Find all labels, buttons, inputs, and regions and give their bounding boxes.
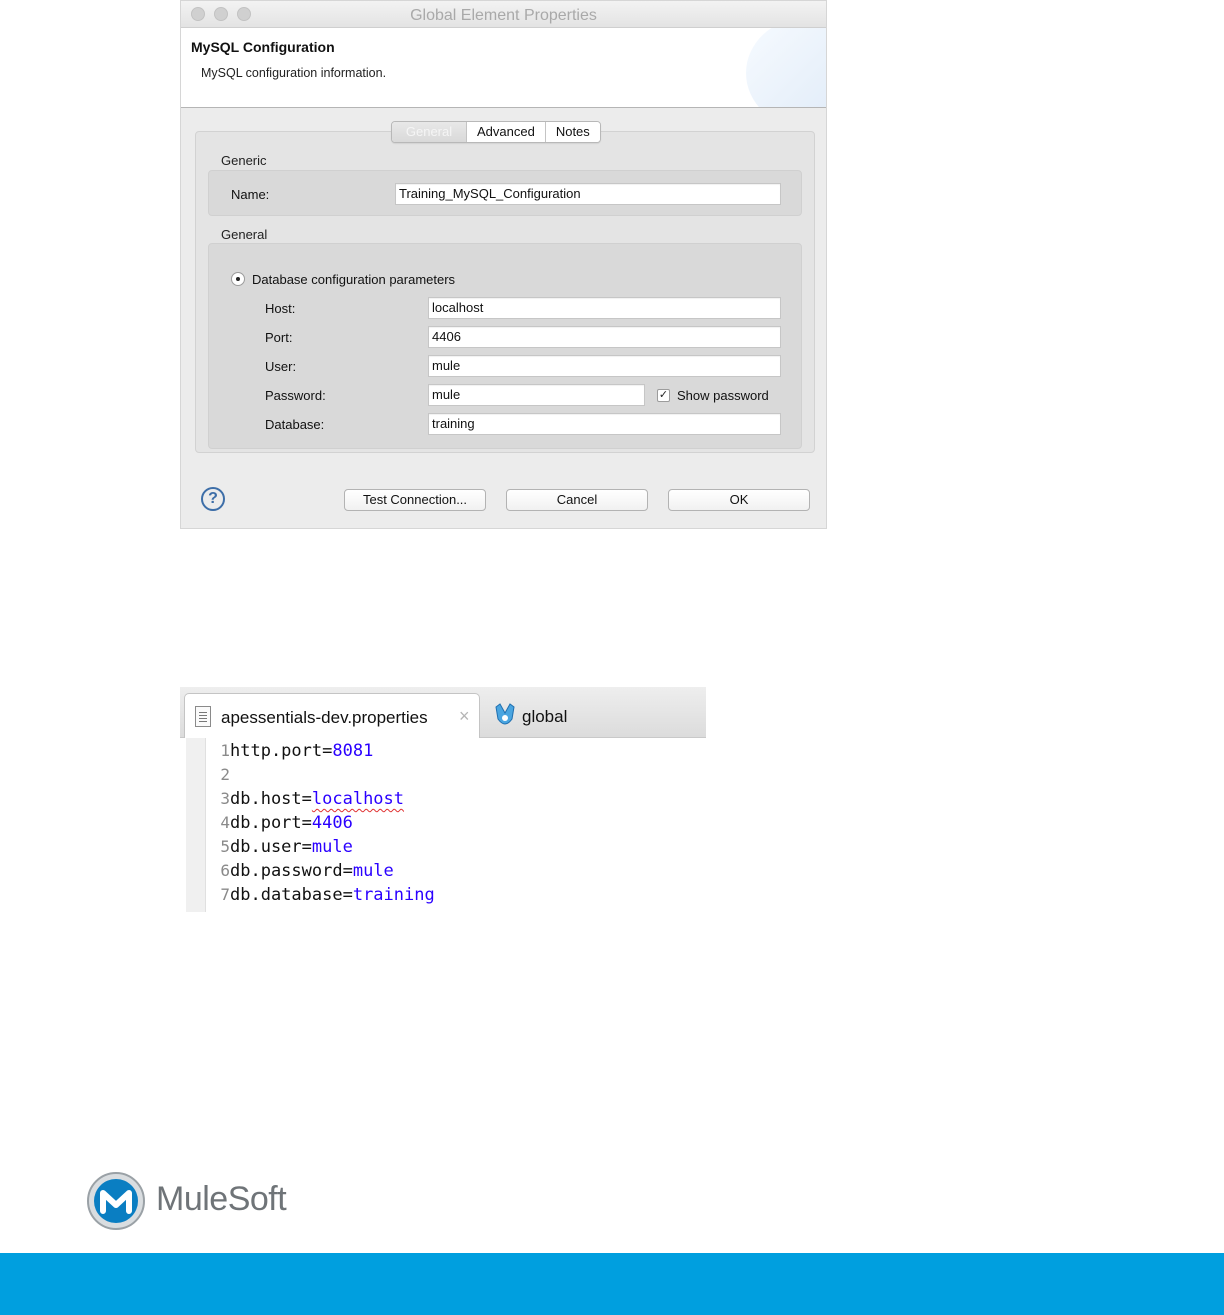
tab-general[interactable]: General	[392, 122, 467, 142]
code-line[interactable]	[210, 811, 353, 835]
property-value: training	[352, 885, 435, 905]
property-key: db.host=	[230, 789, 312, 809]
line-number: 7	[220, 885, 230, 904]
line-number: 3	[220, 789, 230, 808]
code-line[interactable]	[210, 763, 230, 787]
editor-tab-apessentials-dev-properties[interactable]	[184, 693, 480, 738]
show-password-label: Show password	[677, 388, 769, 403]
editor-tab-label: apessentials-dev.properties	[221, 708, 428, 727]
tab-advanced[interactable]: Advanced	[467, 122, 546, 142]
cancel-button[interactable]: Cancel	[506, 489, 648, 511]
window-titlebar	[181, 1, 826, 28]
ok-button[interactable]: OK	[668, 489, 810, 511]
port-label: Port:	[265, 330, 293, 345]
line-number: 4	[220, 813, 230, 832]
editor-gutter	[186, 738, 206, 912]
dialog-description: MySQL configuration information.	[201, 66, 387, 80]
property-key: db.password=	[230, 861, 353, 881]
port-field[interactable]: 4406	[428, 326, 781, 348]
line-number: 2	[220, 765, 230, 784]
editor-tab-bar	[180, 687, 706, 738]
database-field[interactable]: training	[428, 413, 781, 435]
editor-tab-label: global	[522, 707, 568, 726]
user-field[interactable]: mule	[428, 355, 781, 377]
property-value: localhost	[311, 789, 405, 809]
property-key: db.database=	[230, 885, 353, 905]
dialog-heading: MySQL Configuration	[191, 39, 335, 55]
window-title: Global Element Properties	[410, 7, 597, 24]
user-label: User:	[265, 359, 297, 374]
show-password-checkbox[interactable]: ✓	[658, 389, 669, 401]
mulesoft-logo-icon	[86, 1171, 146, 1231]
code-line[interactable]	[210, 739, 373, 763]
property-key: db.port=	[230, 813, 312, 833]
properties-editor	[180, 687, 706, 912]
dialog-header	[181, 28, 826, 108]
general-group-label: General	[221, 227, 268, 242]
database-label: Database:	[265, 417, 325, 432]
property-value: mule	[352, 861, 394, 881]
editor-tab-global[interactable]	[480, 693, 706, 738]
password-label: Password:	[265, 388, 326, 403]
database-config-radio-label: Database configuration parameters	[252, 272, 456, 287]
line-number: 5	[220, 837, 230, 856]
host-label: Host:	[265, 301, 296, 316]
code-line[interactable]	[210, 835, 353, 859]
tab-bar	[391, 121, 601, 143]
tab-notes[interactable]: Notes	[546, 122, 600, 142]
property-value: 8081	[332, 741, 374, 761]
line-number: 6	[220, 861, 230, 880]
code-line[interactable]	[210, 859, 394, 883]
property-key: http.port=	[230, 741, 333, 761]
name-label: Name:	[231, 187, 270, 202]
footer-bar	[0, 1253, 1224, 1315]
host-field[interactable]: localhost	[428, 297, 781, 319]
global-element-properties-dialog	[180, 0, 827, 529]
mule-icon	[494, 703, 516, 729]
help-icon[interactable]: ?	[201, 487, 225, 511]
property-value: mule	[311, 837, 353, 857]
database-config-radio[interactable]	[231, 272, 245, 286]
password-field[interactable]: mule	[428, 384, 645, 406]
generic-group-label: Generic	[221, 153, 267, 168]
mulesoft-logo-text: MuleSoft	[156, 1180, 287, 1218]
close-icon[interactable]: ×	[459, 706, 470, 726]
header-decoration	[746, 28, 826, 108]
line-number: 1	[220, 741, 230, 760]
code-line[interactable]	[210, 787, 404, 811]
name-field[interactable]: Training_MySQL_Configuration	[395, 183, 781, 205]
code-line[interactable]	[210, 883, 435, 907]
file-icon	[195, 706, 211, 727]
property-value: 4406	[311, 813, 353, 833]
test-connection-button[interactable]: Test Connection...	[344, 489, 486, 511]
property-key: db.user=	[230, 837, 312, 857]
